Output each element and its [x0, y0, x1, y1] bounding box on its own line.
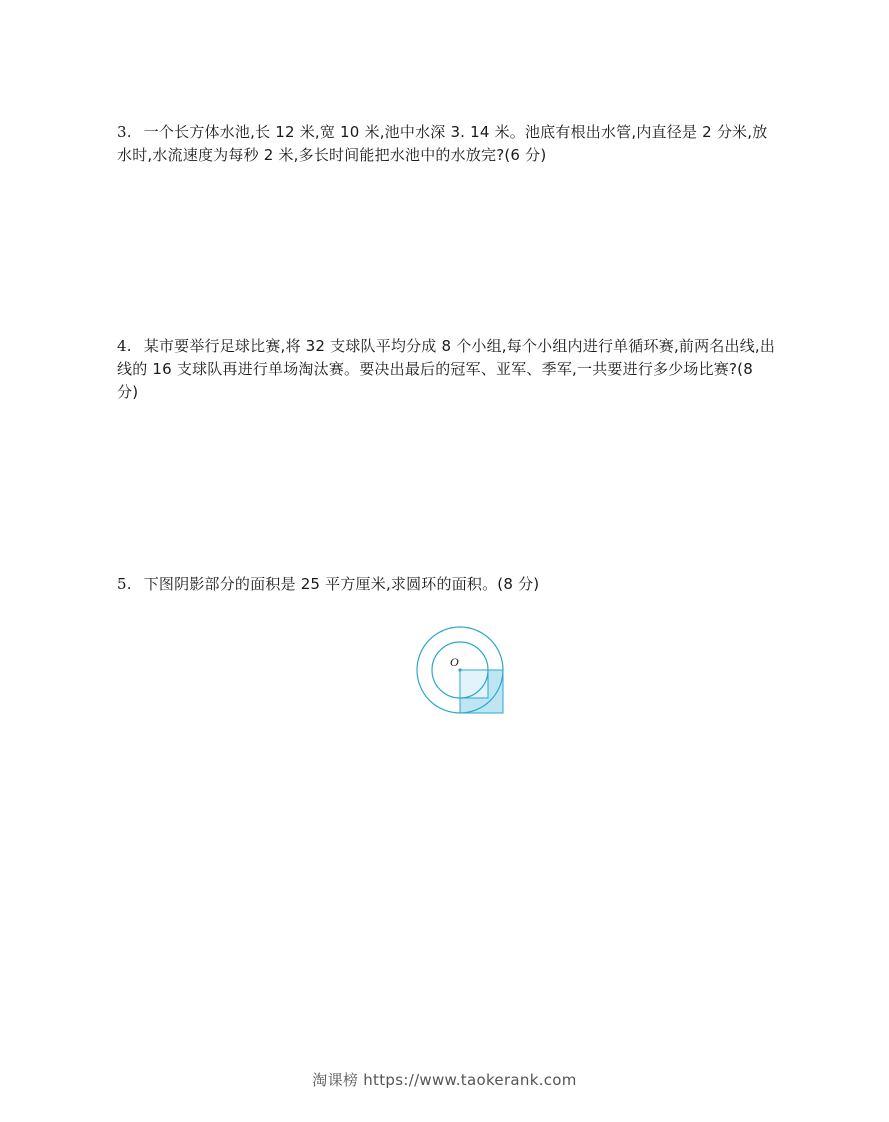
annulus-figure	[410, 620, 510, 720]
center-label: O	[450, 655, 459, 669]
question-5	[117, 573, 777, 596]
question-text: 一个长方体水池,长 12 米,宽 10 米,池中水深 3. 14 米。池底有根出水管,内直径是 2 分米,放水时,水流速度为每秒 2 米,多长时间能把水池中的水放完?(6 分)	[117, 123, 768, 164]
center-point	[458, 668, 461, 671]
footer-watermark: 淘课榜 https://www.taokerank.com	[312, 1071, 577, 1089]
question-text: 下图阴影部分的面积是 25 平方厘米,求圆环的面积。(8 分)	[143, 575, 540, 593]
question-text: 某市要举行足球比赛,将 32 支球队平均分成 8 个小组,每个小组内进行单循环赛,前两名出线,出线的 16 支球队再进行单场淘汰赛。要决出最后的冠军、亚军、季军,一共要进行多少场比赛?(8 分)	[117, 337, 776, 401]
question-number: 3.	[117, 123, 132, 141]
question-4	[117, 335, 777, 404]
question-number: 4.	[117, 337, 132, 355]
question-3	[117, 121, 777, 167]
question-number: 5.	[117, 575, 132, 593]
